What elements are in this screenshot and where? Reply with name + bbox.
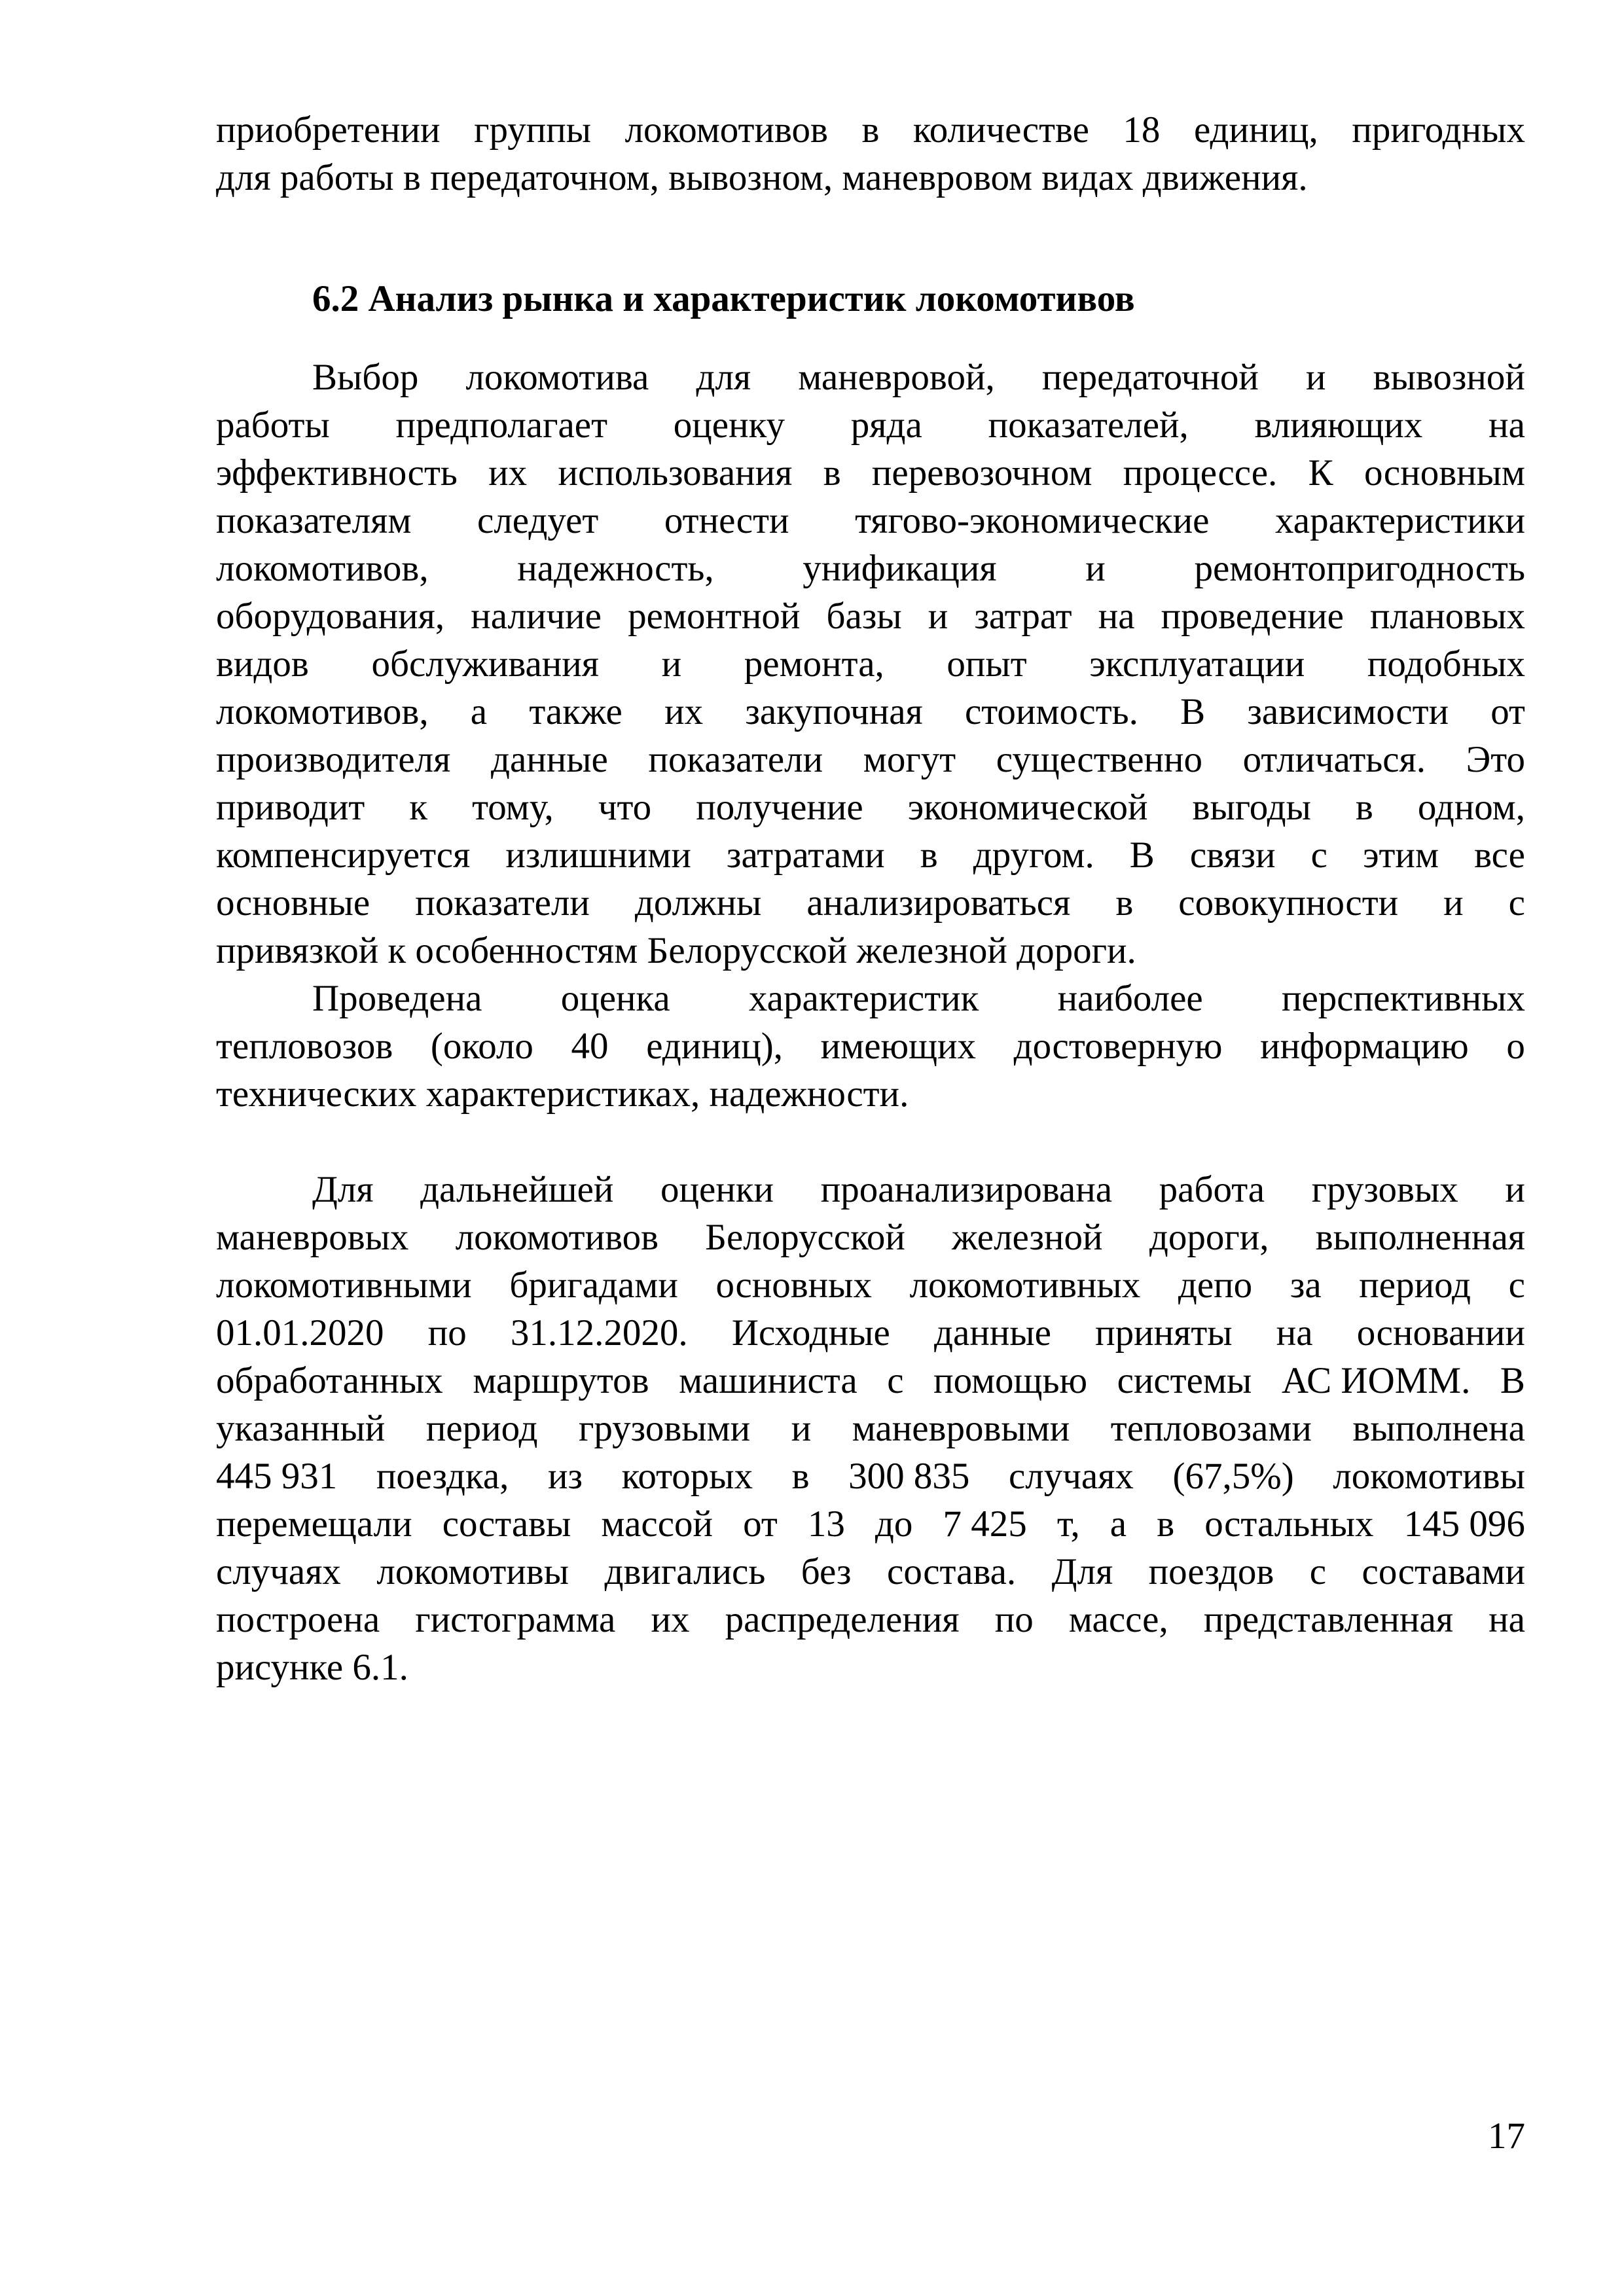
- section-heading: 6.2 Анализ рынка и характеристик локомотивов: [312, 278, 1135, 319]
- text-line: технических характеристиках, надежности.: [216, 1073, 909, 1115]
- text-line: для работы в передаточном, вывозном, маневровом видах движения.: [216, 157, 1308, 198]
- text-line: 01.01.2020 по 31.12.2020. Исходные данные приняты на основании: [216, 1312, 1525, 1354]
- page-number: 17: [1488, 2115, 1525, 2157]
- text-line: Проведена оценка характеристик наиболее перспективных: [312, 978, 1525, 1019]
- text-line: локомотивов, надежность, унификация и ремонтопригодность: [216, 548, 1525, 589]
- text-line: локомотивными бригадами основных локомотивных депо за период с: [216, 1265, 1525, 1306]
- text-line: видов обслуживания и ремонта, опыт эксплуатации подобных: [216, 643, 1525, 685]
- text-line: привязкой к особенностям Белорусской железной дороги.: [216, 930, 1136, 971]
- text-line: рисунке 6.1.: [216, 1647, 408, 1688]
- text-line: указанный период грузовыми и маневровыми тепловозами выполнена: [216, 1408, 1525, 1449]
- text-line: Выбор локомотива для маневровой, передаточной и вывозной: [312, 357, 1525, 398]
- text-line: маневровых локомотивов Белорусской железной дороги, выполненная: [216, 1217, 1525, 1258]
- text-line: компенсируется излишними затратами в другом. В связи с этим все: [216, 834, 1525, 876]
- text-line: производителя данные показатели могут существенно отличаться. Это: [216, 739, 1525, 780]
- text-line: Для дальнейшей оценки проанализирована работа грузовых и: [312, 1169, 1525, 1210]
- text-line: работы предполагает оценку ряда показателей, влияющих на: [216, 404, 1525, 446]
- text-line: перемещали составы массой от 13 до 7 425 т, а в остальных 145 096: [216, 1503, 1525, 1545]
- text-line: показателям следует отнести тягово-экономические характеристики: [216, 500, 1525, 541]
- text-line: обработанных маршрутов машиниста с помощью системы АС ИОММ. В: [216, 1360, 1525, 1401]
- text-line: приобретении группы локомотивов в количестве 18 единиц, пригодных: [216, 109, 1525, 151]
- text-column: [216, 106, 1525, 1691]
- blank-line: [216, 1118, 1525, 1166]
- text-line: оборудования, наличие ремонтной базы и затрат на проведение плановых: [216, 596, 1525, 637]
- text-line: тепловозов (около 40 единиц), имеющих достоверную информацию о: [216, 1026, 1525, 1067]
- text-line: локомотивов, а также их закупочная стоимость. В зависимости от: [216, 691, 1525, 732]
- text-line: приводит к тому, что получение экономической выгоды в одном,: [216, 787, 1525, 828]
- text-line: эффективность их использования в перевозочном процессе. К основным: [216, 452, 1525, 493]
- text-line: 445 931 поездка, из которых в 300 835 случаях (67,5%) локомотивы: [216, 1456, 1525, 1497]
- text-line: случаях локомотивы двигались без состава. Для поездов с составами: [216, 1551, 1525, 1592]
- text-line: основные показатели должны анализироваться в совокупности и с: [216, 882, 1525, 924]
- text-line: построена гистограмма их распределения по массе, представленная на: [216, 1599, 1525, 1640]
